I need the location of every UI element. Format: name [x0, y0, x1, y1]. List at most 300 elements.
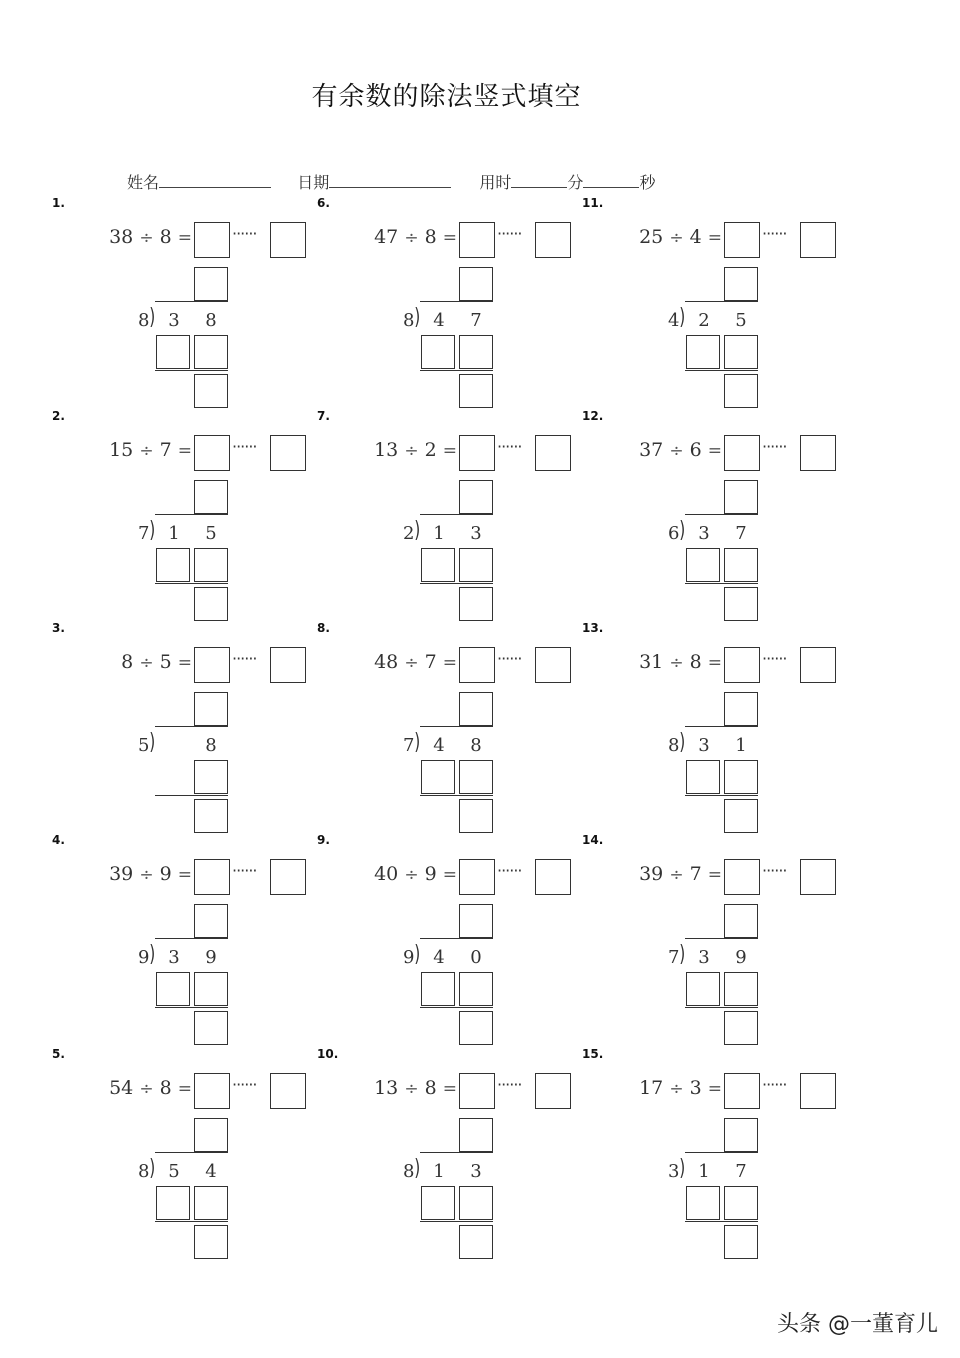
dividend-ones-digit: 7	[735, 1161, 747, 1182]
quotient-answer-box[interactable]	[194, 222, 230, 258]
remainder-box[interactable]	[459, 799, 493, 833]
equals-sign: =	[442, 865, 457, 885]
divisor: 7	[689, 863, 702, 885]
division-bracket: )	[679, 1156, 686, 1181]
equals-sign: =	[707, 441, 722, 461]
division-equation	[337, 863, 457, 885]
watermark: 头条 @一董育儿	[777, 1312, 938, 1337]
equals-sign: =	[442, 228, 457, 248]
dividend-ones-digit: 9	[205, 947, 217, 968]
quotient-digit-box[interactable]	[459, 267, 493, 301]
equals-sign: =	[442, 1079, 457, 1099]
division-bar	[155, 514, 228, 515]
equals-sign: =	[707, 1079, 722, 1099]
divide-sign: ÷	[669, 228, 684, 248]
remainder-box[interactable]	[194, 799, 228, 833]
product-ones-box[interactable]	[724, 1186, 758, 1220]
division-bracket: )	[149, 518, 156, 543]
divisor: 8	[689, 651, 702, 673]
product-ones-box[interactable]	[459, 1186, 493, 1220]
dividend-tens-digit: 4	[433, 310, 445, 331]
remainder-dots: ······	[762, 224, 787, 243]
equals-sign: =	[442, 653, 457, 673]
long-division-divisor: 8	[403, 310, 415, 331]
quotient-answer-box[interactable]	[194, 647, 230, 683]
remainder-dots: ······	[497, 649, 522, 668]
dividend: 40	[374, 863, 399, 885]
quotient-answer-box[interactable]	[459, 1073, 495, 1109]
subtraction-line	[685, 1007, 758, 1008]
equals-sign: =	[707, 865, 722, 885]
division-problem	[52, 833, 322, 1051]
equals-sign: =	[177, 1079, 192, 1099]
division-bar	[420, 1152, 493, 1153]
product-ones-box[interactable]	[724, 972, 758, 1006]
product-ones-box[interactable]	[194, 335, 228, 369]
dividend: 13	[374, 439, 399, 461]
remainder-answer-box[interactable]	[270, 859, 306, 895]
divisor: 8	[424, 1077, 437, 1099]
dividend-ones-digit: 0	[470, 947, 482, 968]
remainder-dots: ······	[762, 437, 787, 456]
subtraction-line	[420, 583, 493, 584]
subtraction-line	[155, 583, 228, 584]
problem-number: 6.	[317, 196, 330, 210]
dividend-ones-digit: 7	[470, 310, 482, 331]
division-bracket: )	[414, 305, 421, 330]
dividend: 25	[639, 226, 664, 248]
product-ones-box[interactable]	[724, 760, 758, 794]
divisor: 2	[424, 439, 437, 461]
divisor: 6	[689, 439, 702, 461]
divide-sign: ÷	[669, 865, 684, 885]
quotient-digit-box[interactable]	[459, 904, 493, 938]
remainder-dots: ······	[497, 224, 522, 243]
remainder-box[interactable]	[194, 1225, 228, 1259]
problem-number: 13.	[582, 621, 604, 635]
quotient-digit-box[interactable]	[194, 480, 228, 514]
division-bar	[420, 301, 493, 302]
remainder-dots: ······	[497, 437, 522, 456]
problem-number: 7.	[317, 409, 330, 423]
dividend-tens-digit: 1	[433, 1161, 445, 1182]
dividend-ones-digit: 4	[205, 1161, 217, 1182]
divide-sign: ÷	[139, 228, 154, 248]
quotient-digit-box[interactable]	[459, 1118, 493, 1152]
dividend: 31	[639, 651, 664, 673]
division-problem	[52, 196, 322, 414]
divisor: 7	[424, 651, 437, 673]
product-tens-box[interactable]	[156, 972, 190, 1006]
dividend-ones-digit: 8	[205, 310, 217, 331]
product-ones-box[interactable]	[459, 548, 493, 582]
dividend: 8	[121, 651, 134, 673]
division-problem	[582, 621, 852, 839]
divisor: 8	[159, 226, 172, 248]
remainder-answer-box[interactable]	[800, 859, 836, 895]
remainder-answer-box[interactable]	[535, 222, 571, 258]
product-tens-box[interactable]	[421, 760, 455, 794]
dividend-ones-digit: 3	[470, 1161, 482, 1182]
dividend-tens-digit: 3	[698, 523, 710, 544]
remainder-dots: ······	[497, 861, 522, 880]
remainder-answer-box[interactable]	[270, 435, 306, 471]
division-bracket: )	[149, 730, 156, 755]
dividend-ones-digit: 7	[735, 523, 747, 544]
division-equation	[602, 863, 722, 885]
problem-number: 1.	[52, 196, 65, 210]
product-ones-box[interactable]	[459, 972, 493, 1006]
remainder-box[interactable]	[459, 1225, 493, 1259]
divisor: 3	[689, 1077, 702, 1099]
problem-number: 5.	[52, 1047, 65, 1061]
remainder-box[interactable]	[194, 374, 228, 408]
divisor: 8	[424, 226, 437, 248]
remainder-box[interactable]	[724, 374, 758, 408]
remainder-box[interactable]	[459, 1011, 493, 1045]
product-tens-box[interactable]	[421, 548, 455, 582]
quotient-answer-box[interactable]	[194, 859, 230, 895]
division-bracket: )	[149, 305, 156, 330]
dividend: 38	[109, 226, 134, 248]
subtraction-line	[420, 795, 493, 796]
problem-number: 3.	[52, 621, 65, 635]
quotient-digit-box[interactable]	[724, 692, 758, 726]
division-problem	[317, 1047, 587, 1265]
long-division-divisor: 2	[403, 523, 415, 544]
product-tens-box[interactable]	[686, 548, 720, 582]
dividend-tens-digit: 3	[168, 947, 180, 968]
quotient-digit-box[interactable]	[194, 692, 228, 726]
quotient-answer-box[interactable]	[724, 435, 760, 471]
subtraction-line	[155, 1221, 228, 1222]
remainder-dots: ······	[762, 1075, 787, 1094]
remainder-answer-box[interactable]	[535, 859, 571, 895]
long-division-divisor: 9	[138, 947, 150, 968]
dividend-ones-digit: 9	[735, 947, 747, 968]
quotient-digit-box[interactable]	[724, 480, 758, 514]
product-ones-box[interactable]	[459, 760, 493, 794]
date-blank[interactable]	[329, 173, 451, 188]
dividend-tens-digit: 2	[698, 310, 710, 331]
division-problem	[582, 196, 852, 414]
division-bar	[155, 726, 228, 727]
subtraction-line	[685, 1221, 758, 1222]
dividend: 39	[639, 863, 664, 885]
product-ones-box[interactable]	[194, 548, 228, 582]
name-label: 姓名	[127, 173, 160, 192]
remainder-dots: ······	[232, 861, 257, 880]
division-bracket: )	[414, 942, 421, 967]
remainder-dots: ······	[232, 437, 257, 456]
dividend-tens-digit: 1	[433, 523, 445, 544]
division-bracket: )	[679, 730, 686, 755]
page-title: 有余数的除法竖式填空	[311, 82, 582, 112]
division-bar	[685, 514, 758, 515]
remainder-answer-box[interactable]	[535, 435, 571, 471]
division-bar	[155, 1152, 228, 1153]
division-problem	[317, 196, 587, 414]
subtraction-line	[155, 1007, 228, 1008]
product-tens-box[interactable]	[156, 548, 190, 582]
division-bar	[155, 938, 228, 939]
dividend-ones-digit: 3	[470, 523, 482, 544]
problem-number: 14.	[582, 833, 604, 847]
dividend: 13	[374, 1077, 399, 1099]
division-problem	[582, 409, 852, 627]
product-tens-box[interactable]	[686, 972, 720, 1006]
quotient-digit-box[interactable]	[194, 267, 228, 301]
subtraction-line	[155, 370, 228, 371]
subtraction-line	[420, 370, 493, 371]
dividend-ones-digit: 8	[470, 735, 482, 756]
product-ones-box[interactable]	[194, 1186, 228, 1220]
divide-sign: ÷	[404, 1079, 419, 1099]
equals-sign: =	[177, 228, 192, 248]
dividend-tens-digit: 1	[698, 1161, 710, 1182]
division-equation	[72, 651, 192, 673]
division-bracket: )	[679, 305, 686, 330]
problem-number: 9.	[317, 833, 330, 847]
division-bracket: )	[414, 730, 421, 755]
divide-sign: ÷	[404, 653, 419, 673]
division-bracket: )	[149, 1156, 156, 1181]
division-bracket: )	[414, 1156, 421, 1181]
remainder-dots: ······	[232, 649, 257, 668]
quotient-answer-box[interactable]	[724, 647, 760, 683]
quotient-answer-box[interactable]	[459, 647, 495, 683]
quotient-answer-box[interactable]	[724, 222, 760, 258]
equals-sign: =	[707, 228, 722, 248]
dividend-ones-digit: 5	[205, 523, 217, 544]
dividend-ones-digit: 1	[735, 735, 747, 756]
division-bar	[155, 301, 228, 302]
division-equation	[72, 1077, 192, 1099]
division-equation	[602, 226, 722, 248]
subtraction-line	[685, 795, 758, 796]
subtraction-line	[420, 1007, 493, 1008]
divide-sign: ÷	[139, 1079, 154, 1099]
long-division-divisor: 8	[403, 1161, 415, 1182]
long-division-divisor: 5	[138, 735, 150, 756]
long-division-divisor: 8	[138, 310, 150, 331]
remainder-box[interactable]	[194, 587, 228, 621]
equals-sign: =	[442, 441, 457, 461]
remainder-box[interactable]	[724, 1225, 758, 1259]
dividend: 48	[374, 651, 399, 673]
student-info-line	[127, 170, 655, 193]
seconds-blank[interactable]	[583, 173, 639, 188]
division-bar	[420, 514, 493, 515]
remainder-answer-box[interactable]	[270, 222, 306, 258]
subtraction-line	[155, 795, 228, 796]
subtraction-line	[685, 583, 758, 584]
division-equation	[602, 1077, 722, 1099]
divide-sign: ÷	[139, 653, 154, 673]
division-equation	[337, 651, 457, 673]
remainder-answer-box[interactable]	[800, 435, 836, 471]
remainder-answer-box[interactable]	[800, 1073, 836, 1109]
division-equation	[337, 226, 457, 248]
divisor: 5	[159, 651, 172, 673]
divisor: 8	[159, 1077, 172, 1099]
minutes-blank[interactable]	[511, 173, 567, 188]
quotient-answer-box[interactable]	[459, 435, 495, 471]
product-tens-box[interactable]	[421, 1186, 455, 1220]
dividend: 37	[639, 439, 664, 461]
division-bar	[420, 938, 493, 939]
problem-number: 8.	[317, 621, 330, 635]
problem-number: 10.	[317, 1047, 339, 1061]
divide-sign: ÷	[404, 228, 419, 248]
quotient-answer-box[interactable]	[724, 859, 760, 895]
problem-number: 12.	[582, 409, 604, 423]
product-ones-box[interactable]	[194, 760, 228, 794]
remainder-box[interactable]	[724, 587, 758, 621]
long-division-divisor: 8	[668, 735, 680, 756]
long-division-divisor: 8	[138, 1161, 150, 1182]
divide-sign: ÷	[669, 441, 684, 461]
dividend: 47	[374, 226, 399, 248]
division-equation	[337, 1077, 457, 1099]
division-bracket: )	[414, 518, 421, 543]
remainder-dots: ······	[232, 1075, 257, 1094]
product-tens-box[interactable]	[686, 335, 720, 369]
division-equation	[337, 439, 457, 461]
dividend: 39	[109, 863, 134, 885]
division-bracket: )	[679, 942, 686, 967]
division-bar	[685, 1152, 758, 1153]
division-problem	[52, 409, 322, 627]
divide-sign: ÷	[669, 1079, 684, 1099]
dividend-tens-digit: 4	[433, 947, 445, 968]
divide-sign: ÷	[669, 653, 684, 673]
product-tens-box[interactable]	[686, 760, 720, 794]
date-label: 日期	[297, 173, 330, 192]
division-bar	[420, 726, 493, 727]
equals-sign: =	[177, 865, 192, 885]
product-tens-box[interactable]	[156, 335, 190, 369]
problem-number: 4.	[52, 833, 65, 847]
division-bar	[685, 301, 758, 302]
divisor: 7	[159, 439, 172, 461]
division-problem	[317, 621, 587, 839]
time-label: 用时	[479, 173, 512, 192]
product-tens-box[interactable]	[686, 1186, 720, 1220]
remainder-dots: ······	[762, 861, 787, 880]
remainder-box[interactable]	[194, 1011, 228, 1045]
quotient-answer-box[interactable]	[194, 1073, 230, 1109]
product-ones-box[interactable]	[724, 335, 758, 369]
long-division-divisor: 6	[668, 523, 680, 544]
division-problem	[582, 833, 852, 1051]
quotient-answer-box[interactable]	[459, 859, 495, 895]
quotient-digit-box[interactable]	[724, 904, 758, 938]
problem-number: 15.	[582, 1047, 604, 1061]
dividend: 15	[109, 439, 134, 461]
second-label: 秒	[639, 173, 656, 192]
dividend-tens-digit: 3	[698, 735, 710, 756]
division-bar	[685, 938, 758, 939]
division-bar	[685, 726, 758, 727]
dividend-tens-digit: 3	[698, 947, 710, 968]
quotient-answer-box[interactable]	[194, 435, 230, 471]
divisor: 4	[689, 226, 702, 248]
dividend-tens-digit: 5	[168, 1161, 180, 1182]
division-equation	[72, 439, 192, 461]
divide-sign: ÷	[404, 441, 419, 461]
remainder-box[interactable]	[724, 1011, 758, 1045]
remainder-box[interactable]	[459, 587, 493, 621]
dividend: 17	[639, 1077, 664, 1099]
division-problem	[52, 1047, 322, 1265]
product-tens-box[interactable]	[421, 335, 455, 369]
remainder-answer-box[interactable]	[270, 647, 306, 683]
long-division-divisor: 3	[668, 1161, 680, 1182]
division-equation	[602, 439, 722, 461]
quotient-answer-box[interactable]	[724, 1073, 760, 1109]
product-tens-box[interactable]	[421, 972, 455, 1006]
division-problem	[317, 409, 587, 627]
remainder-answer-box[interactable]	[800, 647, 836, 683]
quotient-digit-box[interactable]	[459, 480, 493, 514]
division-problem	[582, 1047, 852, 1265]
long-division-divisor: 7	[138, 523, 150, 544]
problem-number: 2.	[52, 409, 65, 423]
quotient-digit-box[interactable]	[194, 1118, 228, 1152]
long-division-divisor: 7	[403, 735, 415, 756]
quotient-digit-box[interactable]	[724, 267, 758, 301]
subtraction-line	[420, 1221, 493, 1222]
remainder-box[interactable]	[724, 799, 758, 833]
remainder-answer-box[interactable]	[800, 222, 836, 258]
division-bracket: )	[149, 942, 156, 967]
product-tens-box[interactable]	[156, 1186, 190, 1220]
divide-sign: ÷	[139, 865, 154, 885]
division-equation	[72, 863, 192, 885]
divide-sign: ÷	[404, 865, 419, 885]
division-problem	[52, 621, 322, 839]
equals-sign: =	[177, 653, 192, 673]
name-blank[interactable]	[159, 173, 271, 188]
remainder-box[interactable]	[459, 374, 493, 408]
remainder-dots: ······	[232, 224, 257, 243]
division-equation	[602, 651, 722, 673]
subtraction-line	[685, 370, 758, 371]
division-bracket: )	[679, 518, 686, 543]
remainder-dots: ······	[762, 649, 787, 668]
dividend-ones-digit: 8	[205, 735, 217, 756]
remainder-answer-box[interactable]	[270, 1073, 306, 1109]
quotient-digit-box[interactable]	[459, 692, 493, 726]
dividend-tens-digit: 1	[168, 523, 180, 544]
quotient-answer-box[interactable]	[459, 222, 495, 258]
dividend: 54	[109, 1077, 134, 1099]
product-ones-box[interactable]	[194, 972, 228, 1006]
remainder-answer-box[interactable]	[535, 1073, 571, 1109]
long-division-divisor: 7	[668, 947, 680, 968]
quotient-digit-box[interactable]	[724, 1118, 758, 1152]
product-ones-box[interactable]	[724, 548, 758, 582]
product-ones-box[interactable]	[459, 335, 493, 369]
long-division-divisor: 9	[403, 947, 415, 968]
quotient-digit-box[interactable]	[194, 904, 228, 938]
division-equation	[72, 226, 192, 248]
division-problem	[317, 833, 587, 1051]
remainder-answer-box[interactable]	[535, 647, 571, 683]
divide-sign: ÷	[139, 441, 154, 461]
equals-sign: =	[177, 441, 192, 461]
